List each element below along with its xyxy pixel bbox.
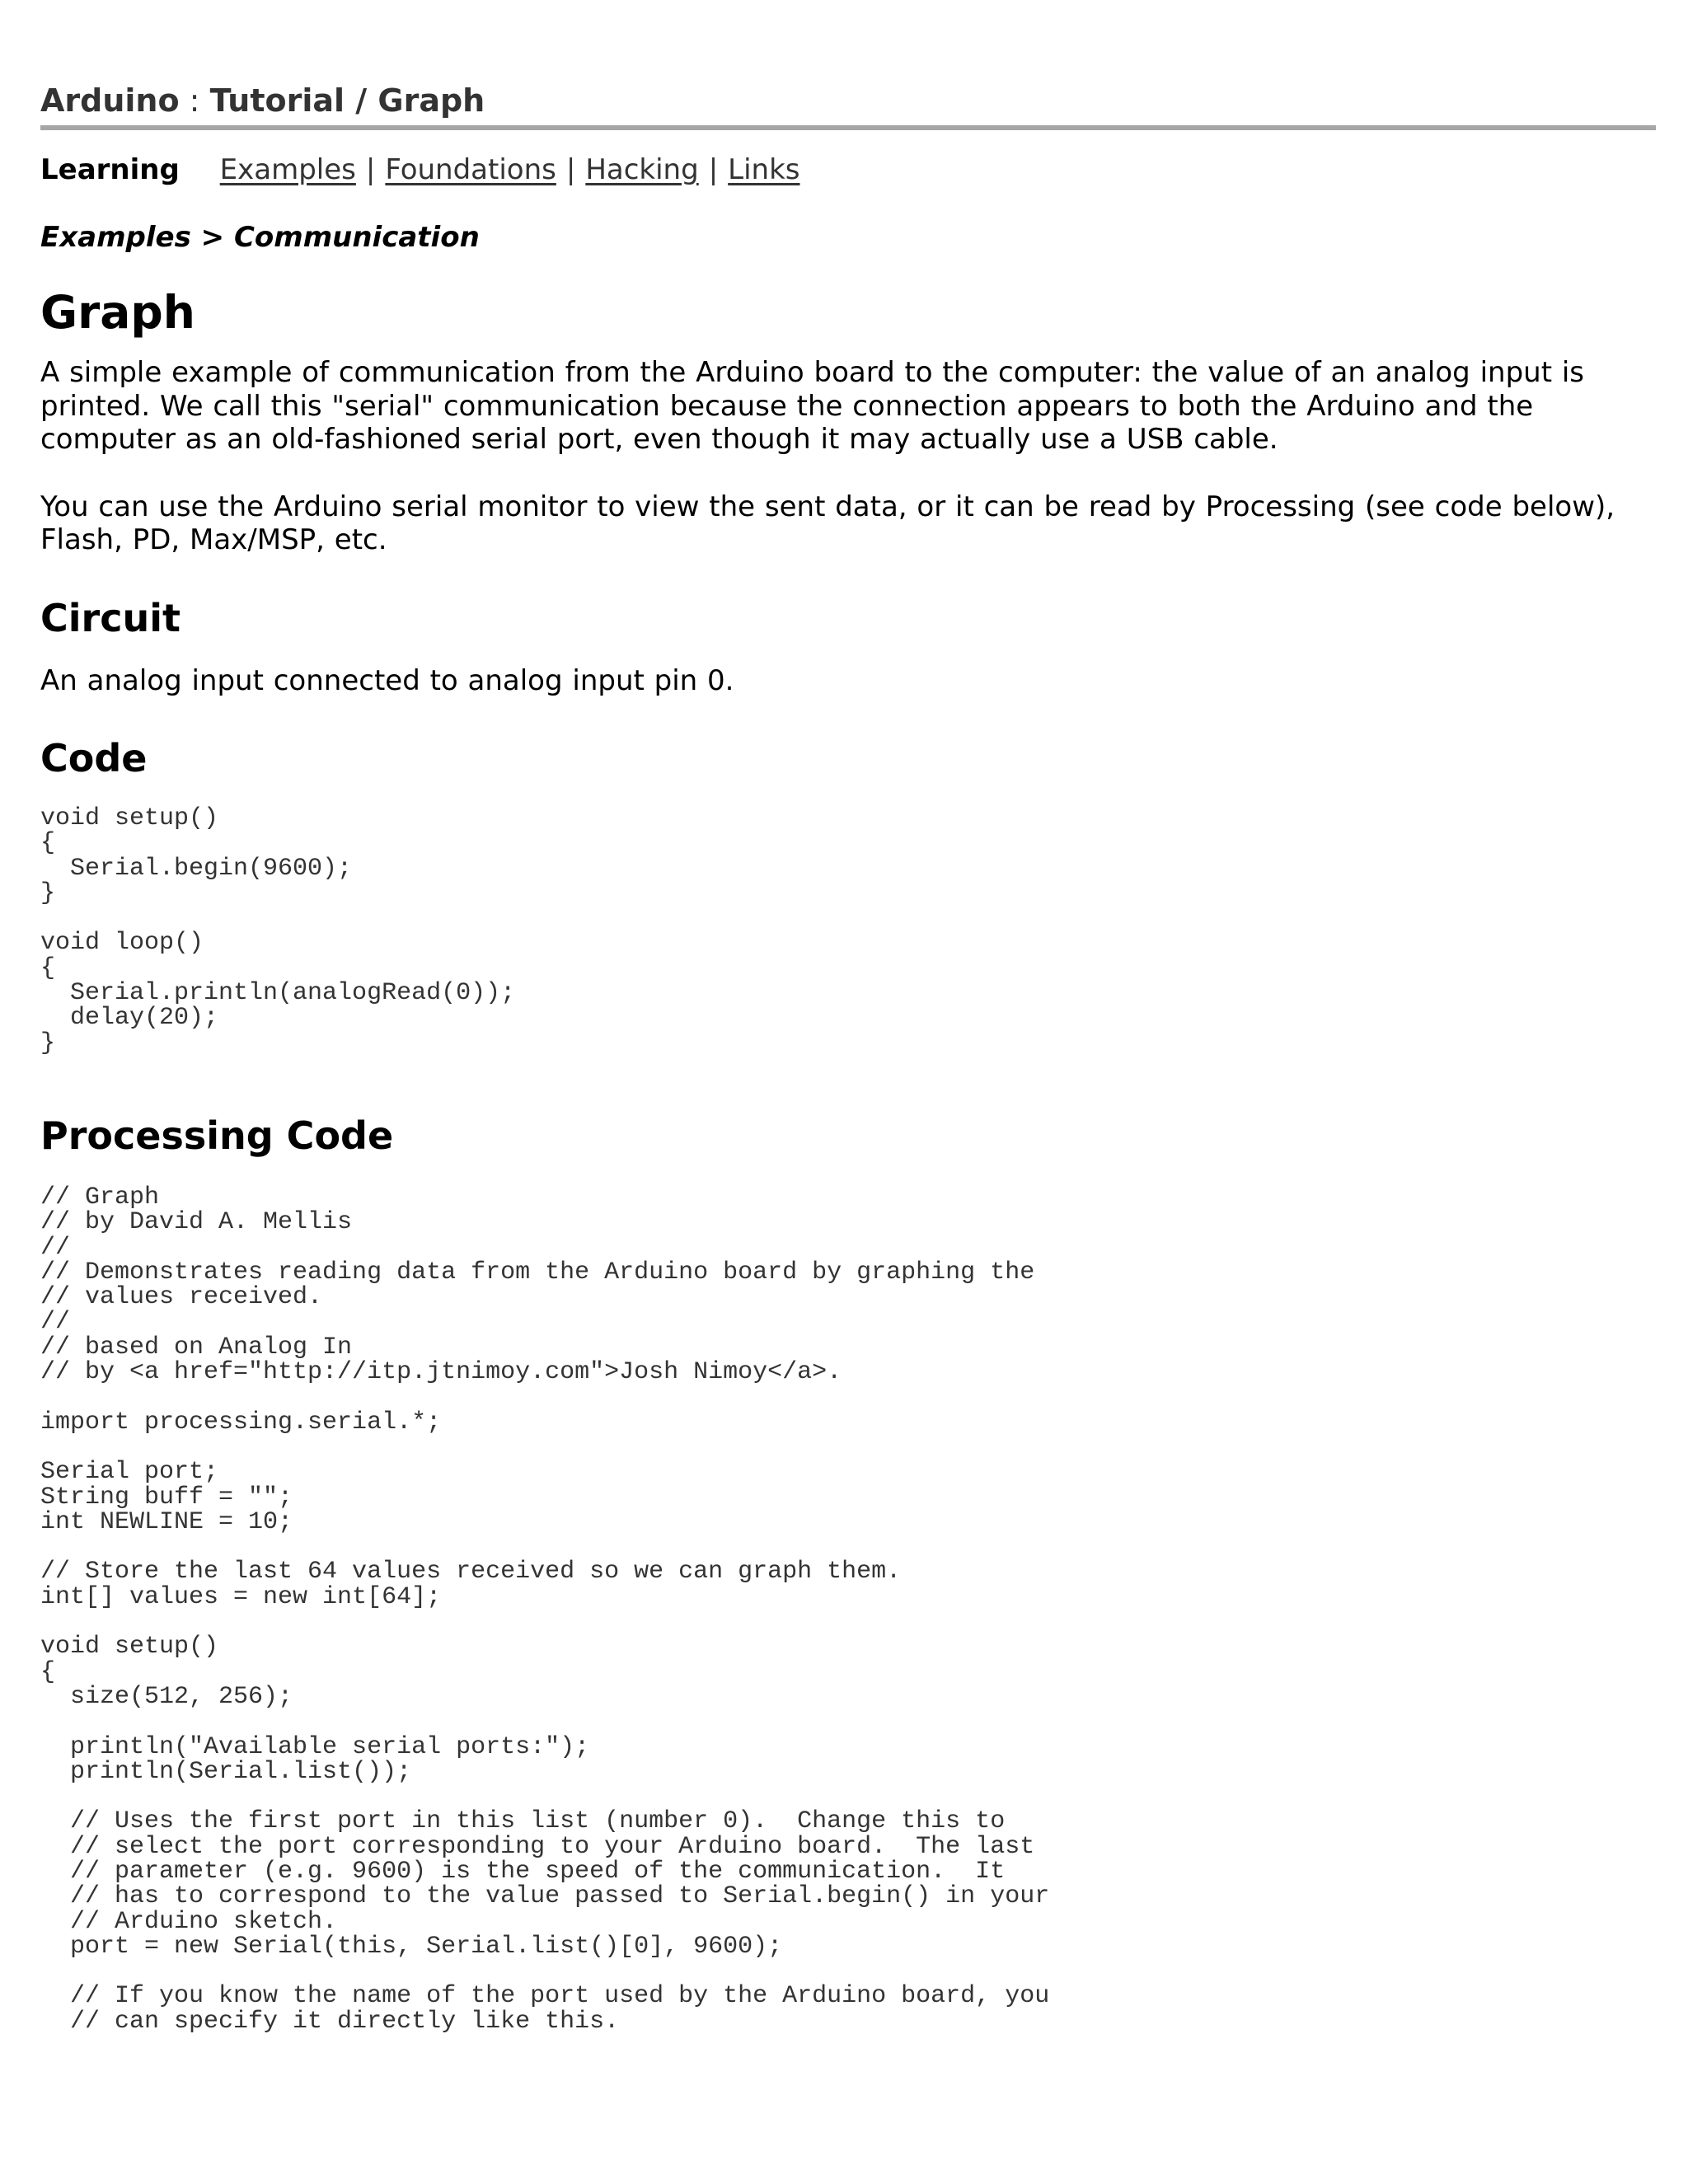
processing-code-block: // Graph // by David A. Mellis // // Demonstrates reading data from the Arduino board by graphing the // values received. // // based on Analog In // by <a href="http://itp.jtnimoy.com">Josh Nimoy</a>. import processing.serial.*; Serial port; String buff = ""; int NEWLINE = 10; // Store the last 64 values received so we can graph them. int[] values = new int[64]; void setup() { size(512, 256); println("Available serial ports:"); println(Serial.list()); // Uses the first port in this list (number 0). Change this to // select the port corresponding to your Arduino board. The last // parameter (e.g. 9600) is the speed of the communication. It // has to correspond to the value passed to Serial.begin() in your // Arduino sketch. port = new Serial(this, Serial.list()[0], 9600); // If you know the name of the port used by the Arduino board, you // can specify it directly like this. bbox=[40, 1183, 1050, 2036]
circuit-text: An analog input connected to analog input pin 0. bbox=[40, 663, 734, 697]
site-title bbox=[40, 79, 1656, 130]
intro-paragraph-1: A simple example of communication from the Arduino board to the computer: the value of an analog input is printed. We call this "serial" communication because the connection appears to both the Arduino and the computer as an old-fashioned serial port, even though it may actually use a USB cable. bbox=[40, 356, 1584, 456]
nav-link-examples[interactable]: Examples bbox=[219, 153, 356, 186]
intro-paragraph-2: You can use the Arduino serial monitor to view the sent data, or it can be read by Processing (see code below), Flash, PD, Max/MSP, etc. bbox=[40, 490, 1615, 556]
breadcrumb: Examples > Communication bbox=[40, 221, 480, 254]
learning-nav bbox=[40, 152, 1656, 188]
circuit-heading: Circuit bbox=[40, 595, 181, 640]
nav-link-links[interactable]: Links bbox=[728, 153, 800, 186]
processing-code-heading: Processing Code bbox=[40, 1113, 394, 1158]
nav-separator: | bbox=[365, 153, 376, 186]
page-title: Graph bbox=[40, 286, 195, 339]
nav-link-hacking[interactable]: Hacking bbox=[585, 153, 699, 186]
site-path: Tutorial / Graph bbox=[209, 82, 485, 119]
arduino-code-block: void setup() { Serial.begin(9600); } void loop() { Serial.println(analogRead(0)); delay(20); } bbox=[40, 804, 516, 1057]
nav-separator: | bbox=[565, 153, 576, 186]
site-separator: : bbox=[179, 82, 210, 119]
page-content bbox=[40, 79, 1656, 2034]
nav-separator: | bbox=[708, 153, 719, 186]
code-heading: Code bbox=[40, 736, 148, 780]
site-name: Arduino bbox=[40, 82, 180, 119]
nav-link-foundations[interactable]: Foundations bbox=[385, 153, 556, 186]
nav-label: Learning bbox=[40, 153, 180, 186]
